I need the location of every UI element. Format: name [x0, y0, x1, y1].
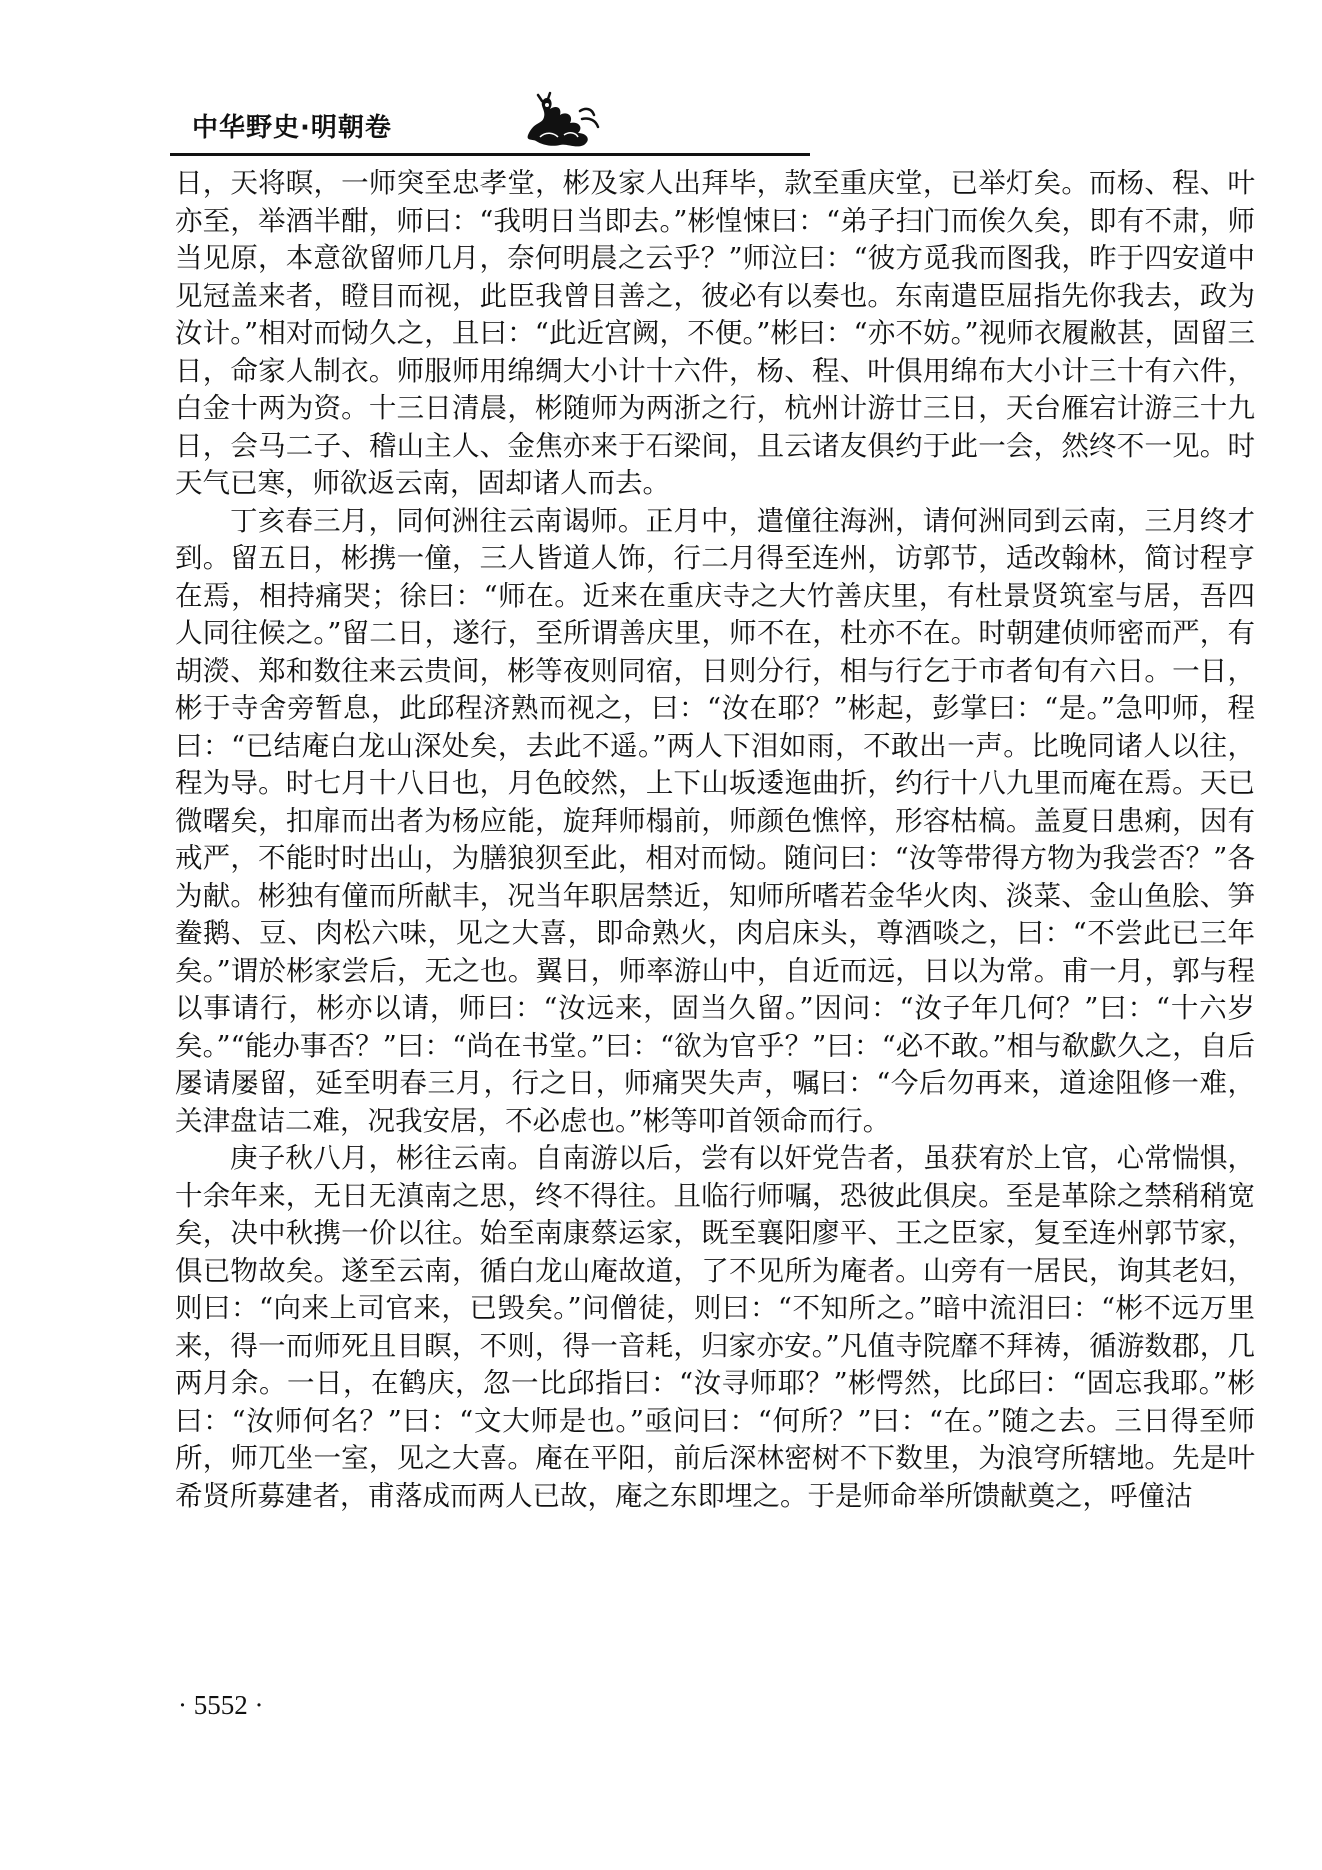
page-number: · 5552 · [178, 1690, 264, 1720]
body-text [175, 165, 1255, 1515]
paragraph-2: 丁亥春三月，同何洲往云南谒师。正月中，遣僮往海洲，请何洲同到云南，三月终才到。留五日，彬携一僮，三人皆道人饰，行二月得至连州，访郭节，适改翰林，简讨程亨在焉，相持痛哭；徐曰：“师在。近来在重庆寺之大竹善庆里，有杜景贤筑室与居，吾四人同往候之。”留二日，遂行，至所谓善庆里，师不在，杜亦不在。时朝建侦师密而严，有胡濙、郑和数往来云贵间，彬等夜则同宿，日则分行，相与行乞于市者旬有六日。一日，彬于寺舍旁暂息，此邱程济熟而视之，曰：“汝在耶？”彬起，彭掌曰：“是。”急叩师，程曰：“已结庵白龙山深处矣，去此不遥。”两人下泪如雨，不敢出一声。比晚同诸人以往，程为导。时七月十八日也，月色皎然，上下山坂逶迤曲折，约行十八九里而庵在焉。天已微曙矣，扣扉而出者为杨应能，旋拜师榻前，师颜色憔悴，形容枯槁。盖夏日患痢，因有戒严，不能时时出山，为膳狼狈至此，相对而恸。随问曰：“汝等带得方物为我尝否？”各为献。彬独有僮而所献丰，况当年职居禁近，知师所嗜若金华火肉、淡菜、金山鱼脍、笋鲞鹅、豆、肉松六味，见之大喜，即命熟火，肉启床头，尊酒啖之，曰：“不尝此已三年矣。”谓於彬家尝后，无之也。翼日，师率游山中，自近而远，日以为常。甫一月，郭与程以事请行，彬亦以请，师曰：“汝远来，固当久留。”因问：“汝子年几何？”曰：“十六岁矣。”“能办事否？”曰：“尚在书堂。”曰：“欲为官乎？”曰：“必不敢。”相与欷歔久之，自后屡请屡留，延至明春三月，行之日，师痛哭失声，嘱曰：“今后勿再来，道途阻修一难，关津盘诘二难，况我安居，不必虑也。”彬等叩首领命而行。 [175, 504, 1255, 1137]
paragraph-1: 日，天将暝，一师突至忠孝堂，彬及家人出拜毕，款至重庆堂，已举灯矣。而杨、程、叶亦至，举酒半酣，师曰：“我明日当即去。”彬惶悚曰：“弟子扫门而俟久矣，即有不肃，师当见原，本意欲留师几月，奈何明晨之云乎？”师泣曰：“彼方觅我而图我，昨于四安道中见冠盖来者，瞪目而视，此臣我曾目善之，彼必有以奏也。东南遣臣屈指先你我去，政为汝计。”相对而恸久之，且曰：“此近宫阙，不便。”彬曰：“亦不妨。”视师衣履敝甚，固留三日，命家人制衣。师服师用绵绸大小计十六件，杨、程、叶俱用绵布大小计三十有六件，白金十两为资。十三日清晨，彬随师为两浙之行，杭州计游廿三日，天台雁宕计游三十九日，会马二子、稽山主人、金焦亦来于石梁间，且云诸友俱约于此一会，然终不一见。时天气已寒，师欲返云南，固却诸人而去。 [175, 167, 1255, 499]
header-rule [170, 153, 810, 156]
header-title: 中华野史·明朝卷 [192, 113, 392, 143]
dragon-emblem-icon [520, 91, 602, 151]
paragraph-3: 庚子秋八月，彬往云南。自南游以后，尝有以奸党告者，虽获宥於上官，心常惴惧，十余年来，无日无滇南之思，终不得往。且临行师嘱，恐彼此俱戾。至是革除之禁稍稍宽矣，决中秋携一价以往。始至南康蔡运家，既至襄阳廖平、王之臣家，复至连州郭节家，俱已物故矣。遂至云南，循白龙山庵故道，了不见所为庵者。山旁有一居民，询其老妇，则曰：“向来上司官来，已毁矣。”问僧徒，则曰：“不知所之。”暗中流泪曰：“彬不远万里来，得一而师死且目瞑，不则，得一音耗，归家亦安。”凡值寺院靡不拜祷，循游数郡，几两月余。一日，在鹤庆，忽一比邱指曰：“汝寻师耶？”彬愕然，比邱曰：“固忘我耶。”彬曰：“汝师何名？”曰：“文大师是也。”亟问曰：“何所？”曰：“在。”随之去。三日得至师所，师兀坐一室，见之大喜。庵在平阳，前后深林密树不下数里，为浪穹所辖地。先是叶希贤所募建者，甫落成而两人已故，庵之东即埋之。于是师命举所馈献奠之，呼僮沽 [175, 1142, 1255, 1512]
running-header [170, 95, 1240, 155]
